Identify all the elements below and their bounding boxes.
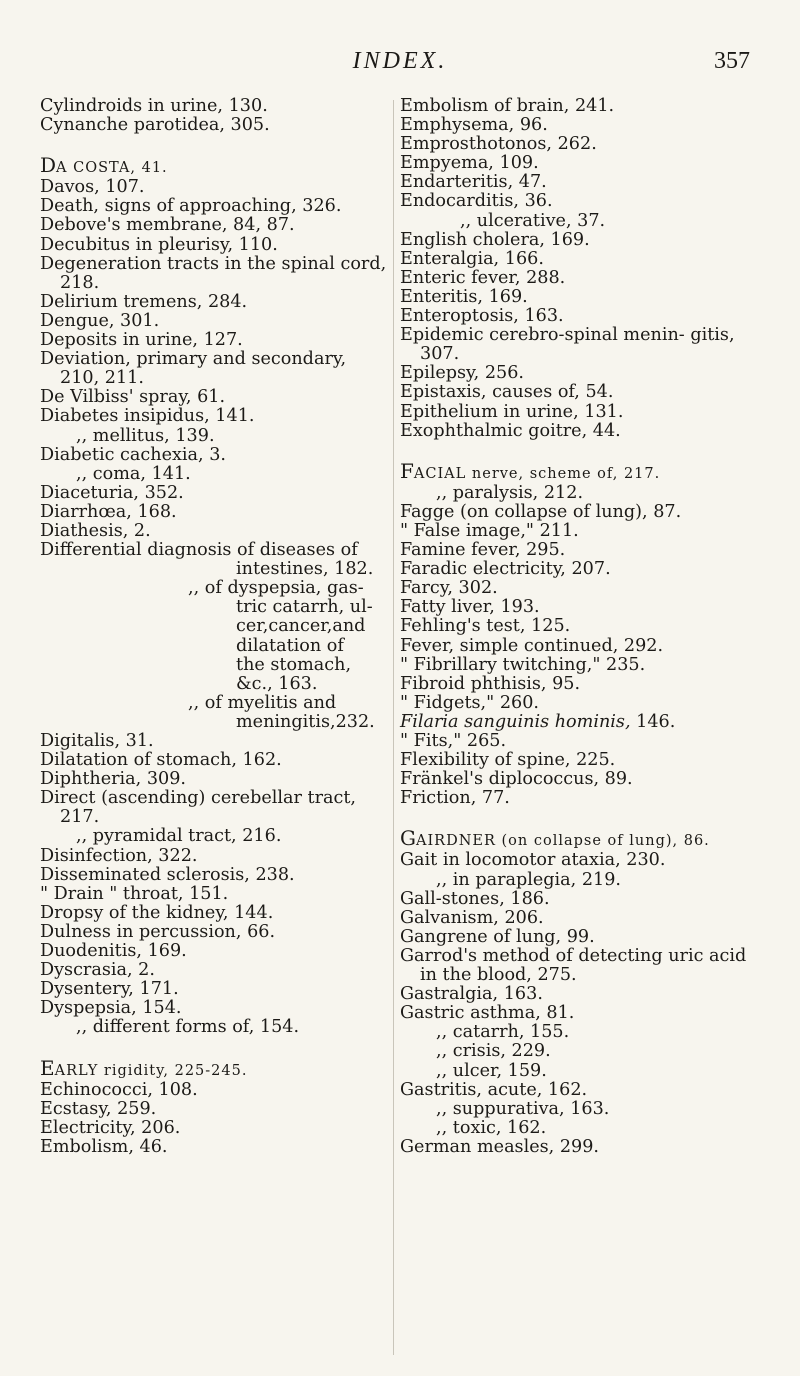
index-entry: Emprosthotonos, 262.: [400, 134, 597, 155]
index-entry-continuation: cer,cancer,and: [236, 616, 366, 637]
index-column-right: [400, 97, 760, 1157]
index-subentry: ,, of myelitis and: [188, 692, 337, 713]
index-subentry: ,, of dyspepsia, gas-: [188, 578, 364, 599]
index-entry: Decubitus in pleurisy, 110.: [40, 234, 278, 255]
index-entry: Cylindroids in urine, 130.: [40, 96, 268, 116]
index-entry: " Drain " throat, 151.: [40, 883, 229, 904]
index-entry: Gastric asthma, 81.: [400, 1003, 575, 1024]
index-subentry: ,, toxic, 162.: [436, 1117, 547, 1138]
index-entry: Epidemic cerebro-spinal menin- gitis, 307.: [400, 325, 735, 365]
section-initial: D: [40, 153, 57, 178]
index-entry: Enteritis, 169.: [400, 286, 528, 307]
index-entry: " Fibrillary twitching," 235.: [400, 654, 646, 675]
section-heading-e: [40, 1055, 388, 1081]
index-entry-continuation: the stomach,: [236, 654, 352, 675]
index-subentry: ,, mellitus, 139.: [76, 425, 215, 446]
index-entry: Gastralgia, 163.: [400, 984, 543, 1005]
index-entry: Dengue, 301.: [40, 310, 160, 331]
index-entry: Empyema, 109.: [400, 153, 539, 174]
index-column-left: [40, 97, 388, 1157]
index-entry: Davos, 107.: [40, 177, 145, 198]
index-entry: Gait in locomotor ataxia, 230.: [400, 850, 666, 871]
index-entry: Digitalis, 31.: [40, 731, 154, 751]
index-entry: Diaceturia, 352.: [40, 482, 184, 503]
index-entry: Fagge (on collapse of lung), 87.: [400, 501, 682, 522]
index-entry: Garrod's method of detecting uric acid in the blood, 275.: [400, 945, 747, 986]
index-entry: Fatty liver, 193.: [400, 597, 540, 618]
index-entry-continuation: meningitis,232.: [236, 711, 375, 732]
index-entry: Degeneration tracts in the spinal cord, 218.: [40, 253, 387, 293]
page-number: 357: [714, 48, 750, 74]
index-entry: Dyspepsia, 154.: [40, 998, 182, 1019]
section-heading-text: ACIAL nerve, scheme of, 217.: [413, 465, 661, 482]
index-entry: Endocarditis, 36.: [400, 191, 553, 212]
index-entry: Dyscrasia, 2.: [40, 960, 155, 981]
index-entry: Death, signs of approaching, 326.: [40, 196, 342, 217]
page-reference: 146.: [630, 711, 676, 732]
index-entry: Cynanche parotidea, 305.: [40, 115, 270, 136]
latin-term: Filaria sanguinis hominis,: [400, 711, 631, 732]
index-subentry: ,, crisis, 229.: [436, 1041, 551, 1062]
index-subentry: ,, suppurativa, 163.: [436, 1098, 610, 1119]
index-entry: Exophthalmic goitre, 44.: [400, 420, 621, 441]
index-entry: Diarrhœa, 168.: [40, 501, 177, 522]
index-entry: Deviation, primary and secondary, 210, 211.: [40, 349, 347, 389]
section-heading-text: ARLY rigidity, 225-245.: [54, 1062, 248, 1079]
index-subentry: ,, in paraplegia, 219.: [436, 869, 622, 890]
index-entry: " Fits," 265.: [400, 731, 507, 751]
section-heading-d: [40, 153, 388, 178]
index-entry: Debove's membrane, 84, 87.: [40, 215, 295, 236]
index-entry: Enteric fever, 288.: [400, 267, 566, 288]
index-entry: Epilepsy, 256.: [400, 363, 525, 384]
index-entry: Famine fever, 295.: [400, 540, 566, 561]
index-entry: " Fidgets," 260.: [400, 692, 540, 713]
index-entry: Differential diagnosis of diseases of: [40, 540, 358, 561]
index-subentry: ,, different forms of, 154.: [76, 1017, 300, 1038]
section-heading-text: AIRDNER (on collapse of lung), 86.: [415, 833, 710, 850]
index-entry: Duodenitis, 169.: [40, 941, 187, 962]
index-entry: " False image," 211.: [400, 520, 579, 541]
index-subentry: ,, paralysis, 212.: [436, 482, 584, 503]
index-entry: Dulness in percussion, 66.: [40, 921, 276, 942]
index-entry-filaria: [400, 713, 760, 732]
index-entry: Embolism of brain, 241.: [400, 96, 615, 116]
index-subentry: ,, coma, 141.: [76, 463, 191, 484]
index-entry: Endarteritis, 47.: [400, 172, 547, 193]
page-header: [0, 48, 800, 84]
index-entry: Fever, simple continued, 292.: [400, 635, 664, 656]
index-entry: Embolism, 46.: [40, 1136, 168, 1157]
index-entry: Flexibility of spine, 225.: [400, 750, 616, 771]
index-subentry: ,, pyramidal tract, 216.: [76, 826, 282, 847]
index-entry: Galvanism, 206.: [400, 907, 544, 928]
index-entry-continuation: tric catarrh, ul-: [236, 597, 373, 618]
index-entry: Enteroptosis, 163.: [400, 306, 564, 327]
index-entry: Disinfection, 322.: [40, 845, 198, 866]
index-entry: Friction, 77.: [400, 788, 510, 809]
section-heading-g: [400, 826, 760, 851]
index-entry: Electricity, 206.: [40, 1117, 181, 1138]
index-entry: Fibroid phthisis, 95.: [400, 673, 581, 694]
index-entry: Gastritis, acute, 162.: [400, 1079, 588, 1100]
index-subentry: ,, ulcerative, 37.: [460, 210, 606, 231]
index-entry-continuation: intestines, 182.: [236, 559, 374, 580]
index-entry: De Vilbiss' spray, 61.: [40, 387, 226, 408]
section-initial: E: [40, 1055, 55, 1080]
index-entry: Enteralgia, 166.: [400, 248, 544, 269]
section-heading-f: [400, 458, 760, 484]
index-entry: English cholera, 169.: [400, 229, 590, 250]
index-entry-continuation: dilatation of: [236, 635, 344, 656]
index-entry: German measles, 299.: [400, 1136, 600, 1157]
index-entry: Diabetes insipidus, 141.: [40, 406, 255, 427]
running-title: INDEX.: [352, 48, 448, 74]
index-entry: Ecstasy, 259.: [40, 1098, 157, 1119]
index-entry: Gangrene of lung, 99.: [400, 926, 595, 947]
index-subentry: ,, catarrh, 155.: [436, 1022, 570, 1043]
section-initial: G: [400, 826, 416, 851]
index-subentry: ,, ulcer, 159.: [436, 1060, 547, 1081]
index-entry: Delirium tremens, 284.: [40, 291, 248, 312]
section-initial: F: [400, 458, 414, 483]
index-entry: Epistaxis, causes of, 54.: [400, 382, 614, 403]
index-entry: Dysentery, 171.: [40, 979, 179, 1000]
index-entry: Gall-stones, 186.: [400, 888, 550, 909]
index-entry: Farcy, 302.: [400, 578, 498, 599]
index-entry: Fehling's test, 125.: [400, 616, 571, 637]
section-heading-text: A COSTA, 41.: [56, 160, 168, 177]
column-divider: [393, 100, 394, 1355]
index-entry: Diathesis, 2.: [40, 520, 151, 541]
index-entry: Diabetic cachexia, 3.: [40, 444, 226, 465]
index-entry: Fränkel's diplococcus, 89.: [400, 769, 633, 790]
index-entry: Dilatation of stomach, 162.: [40, 750, 282, 771]
index-entry-continuation: &c., 163.: [236, 673, 318, 694]
index-entry: Deposits in urine, 127.: [40, 330, 243, 351]
index-entry: Echinococci, 108.: [40, 1079, 198, 1100]
index-entry: Faradic electricity, 207.: [400, 559, 611, 580]
index-entry: Diphtheria, 309.: [40, 769, 187, 790]
index-entry: Emphysema, 96.: [400, 115, 548, 136]
index-entry: Epithelium in urine, 131.: [400, 401, 624, 422]
index-entry: Direct (ascending) cerebellar tract, 217.: [40, 788, 356, 828]
index-entry: Disseminated sclerosis, 238.: [40, 864, 295, 885]
index-entry: Dropsy of the kidney, 144.: [40, 902, 274, 923]
